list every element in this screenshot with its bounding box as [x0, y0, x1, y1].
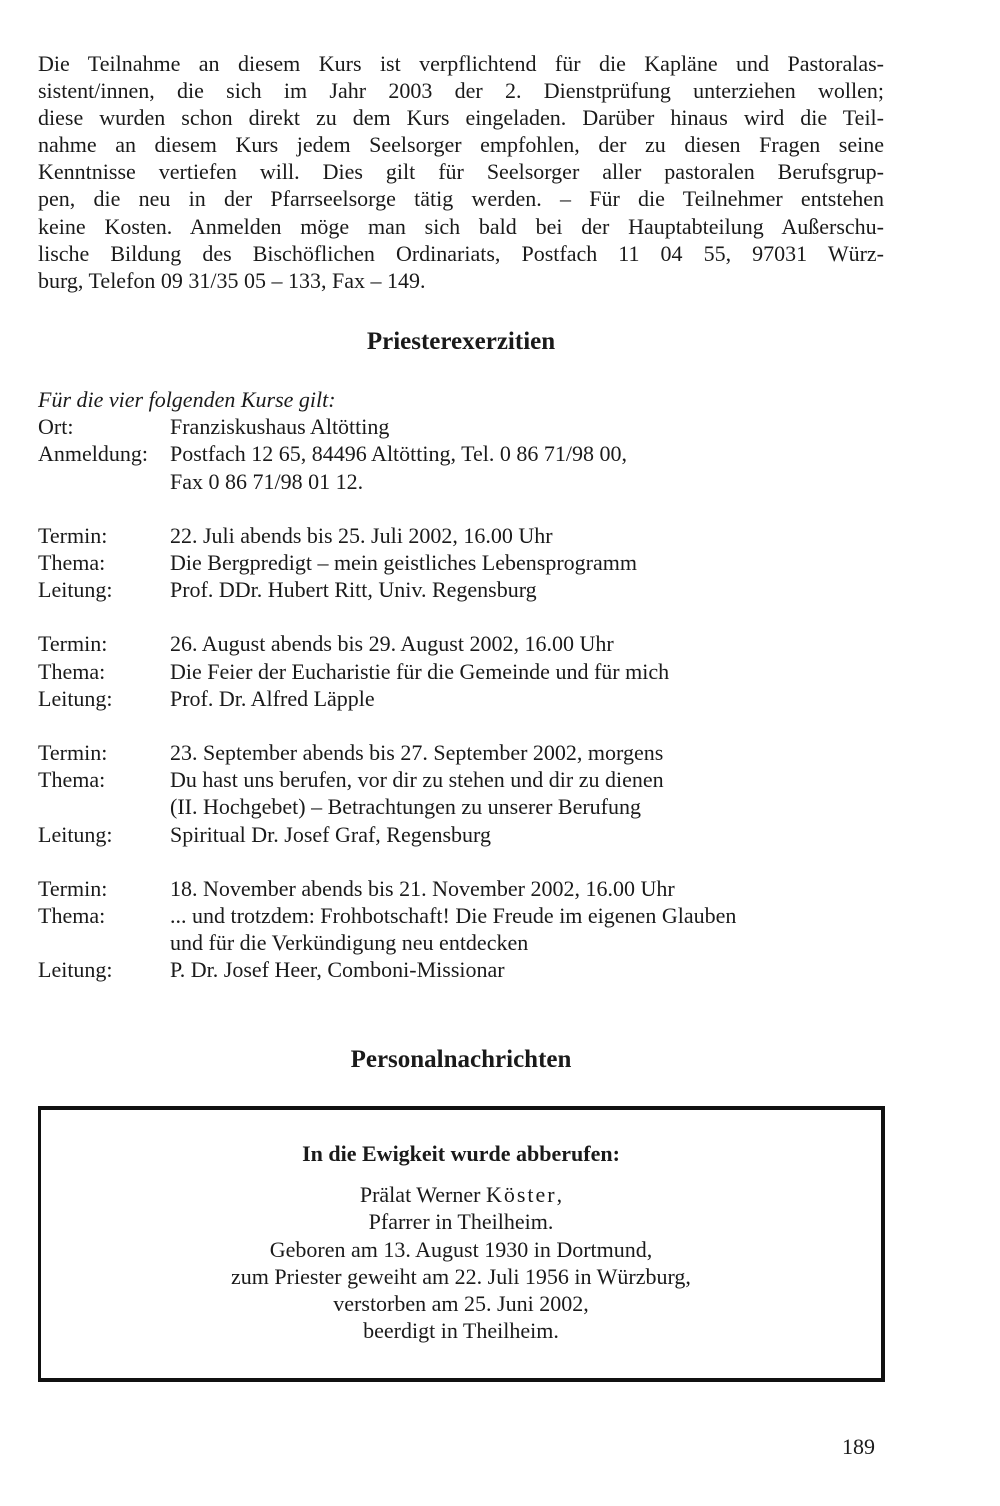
intro-line: Kenntnisse vertiefen will. Dies gilt für Seelsorger aller pastoralen Berufsgrup- [38, 159, 884, 185]
thema-label: Thema: [38, 550, 106, 576]
obituary-line: zum Priester geweiht am 22. Juli 1956 in Würzburg, [231, 1263, 691, 1289]
termin-label: Termin: [38, 875, 108, 901]
ort-row [38, 413, 884, 440]
intro-line: diese wurden schon direkt zu dem Kurs eingeladen. Darüber hinaus wird die Teil- [38, 105, 884, 131]
termin-label: Termin: [38, 740, 108, 766]
ort-label: Ort: [38, 414, 74, 440]
section-heading-personalnachrichten: Personalnachrichten [350, 1046, 572, 1073]
ort-value: Franziskushaus Altötting [170, 414, 390, 440]
anmeldung-line: Fax 0 86 71/98 01 12. [170, 468, 364, 494]
intro-line: Die Teilnahme an diesem Kurs ist verpflichtend für die Kapläne und Pastoralas- [38, 51, 884, 76]
intro-paragraph [38, 50, 884, 294]
leitung-label: Leitung: [38, 821, 113, 847]
termin-value: 23. September abends bis 27. September 2002, morgens [170, 740, 664, 766]
intro-line: sistent/innen, die sich im Jahr 2003 der 2. Dienstprüfung unterziehen wollen; [38, 78, 884, 104]
obituary-line: Geboren am 13. August 1930 in Dortmund, [269, 1236, 653, 1262]
thema-line: (II. Hochgebet) – Betrachtungen zu unserer Berufung [170, 794, 641, 820]
intro-line: lische Bildung des Bischöflichen Ordinariats, Postfach 11 04 55, 97031 Würz- [38, 240, 884, 266]
thema-label: Thema: [38, 767, 106, 793]
anmeldung-value [170, 440, 884, 494]
thema-label: Thema: [38, 658, 106, 684]
obituary-name-suffix: , [556, 1182, 563, 1208]
termin-label: Termin: [38, 522, 108, 548]
thema-value: Die Feier der Eucharistie für die Gemeinde und für mich [170, 658, 670, 684]
thema-label: Thema: [38, 903, 106, 929]
leitung-value: Prof. DDr. Hubert Ritt, Univ. Regensburg [170, 577, 537, 603]
leitung-value: Spiritual Dr. Josef Graf, Regensburg [170, 821, 491, 847]
obituary-name-prefix: Prälat Werner [359, 1182, 486, 1208]
termin-value: 26. August abends bis 29. August 2002, 16.00 Uhr [170, 631, 614, 657]
anmeldung-line: Postfach 12 65, 84496 Altötting, Tel. 0 86 71/98 00, [170, 441, 627, 467]
anmeldung-row [38, 440, 884, 494]
thema-line: und für die Verkündigung neu entdecken [170, 930, 529, 956]
intro-line: nahme an diesem Kurs jedem Seelsorger empfohlen, der zu diesen Fragen seine [38, 132, 884, 158]
leitung-value: P. Dr. Josef Heer, Comboni-Missionar [170, 957, 505, 983]
termin-label: Termin: [38, 631, 108, 657]
obituary-line: Pfarrer in Theilheim. [368, 1209, 554, 1235]
thema-value [170, 902, 884, 956]
obituary-name [41, 1181, 881, 1208]
termin-value: 18. November abends bis 21. November 2002, 16.00 Uhr [170, 875, 675, 901]
course-block [38, 522, 884, 604]
course-lead: Für die vier folgenden Kurse gilt: [38, 387, 336, 412]
thema-value: Die Bergpredigt – mein geistliches Lebensprogramm [170, 550, 637, 576]
thema-value [170, 766, 884, 820]
termin-value: 22. Juli abends bis 25. Juli 2002, 16.00 Uhr [170, 522, 553, 548]
course-block [38, 739, 884, 848]
intro-line: pen, die neu in der Pfarrseelsorge tätig werden. – Für die Teilnehmer entstehen [38, 186, 884, 212]
obituary-box [38, 1106, 885, 1382]
page-number: 189 [842, 1434, 875, 1459]
obituary-line: beerdigt in Theilheim. [363, 1318, 559, 1344]
leitung-label: Leitung: [38, 577, 113, 603]
obituary-line: verstorben am 25. Juni 2002, [333, 1291, 589, 1317]
leitung-label: Leitung: [38, 685, 113, 711]
course-list [38, 386, 884, 984]
leitung-value: Prof. Dr. Alfred Läpple [170, 685, 375, 711]
page [38, 50, 884, 1344]
intro-line: keine Kosten. Anmelden möge man sich bald bei der Hauptabteilung Außerschu- [38, 213, 884, 239]
leitung-label: Leitung: [38, 957, 113, 983]
section-heading-priesterexerzitien: Priesterexerzitien [366, 328, 556, 355]
anmeldung-label: Anmeldung: [38, 441, 148, 467]
obituary-surname: Köster [485, 1182, 557, 1208]
thema-line: ... und trotzdem: Frohbotschaft! Die Freude im eigenen Glauben [170, 903, 737, 929]
obituary-title: In die Ewigkeit wurde abberufen: [302, 1141, 620, 1166]
thema-line: Du hast uns berufen, vor dir zu stehen und dir zu dienen [170, 767, 664, 793]
course-block [38, 875, 884, 984]
intro-line: burg, Telefon 09 31/35 05 – 133, Fax – 149. [38, 267, 426, 293]
course-block [38, 630, 884, 712]
